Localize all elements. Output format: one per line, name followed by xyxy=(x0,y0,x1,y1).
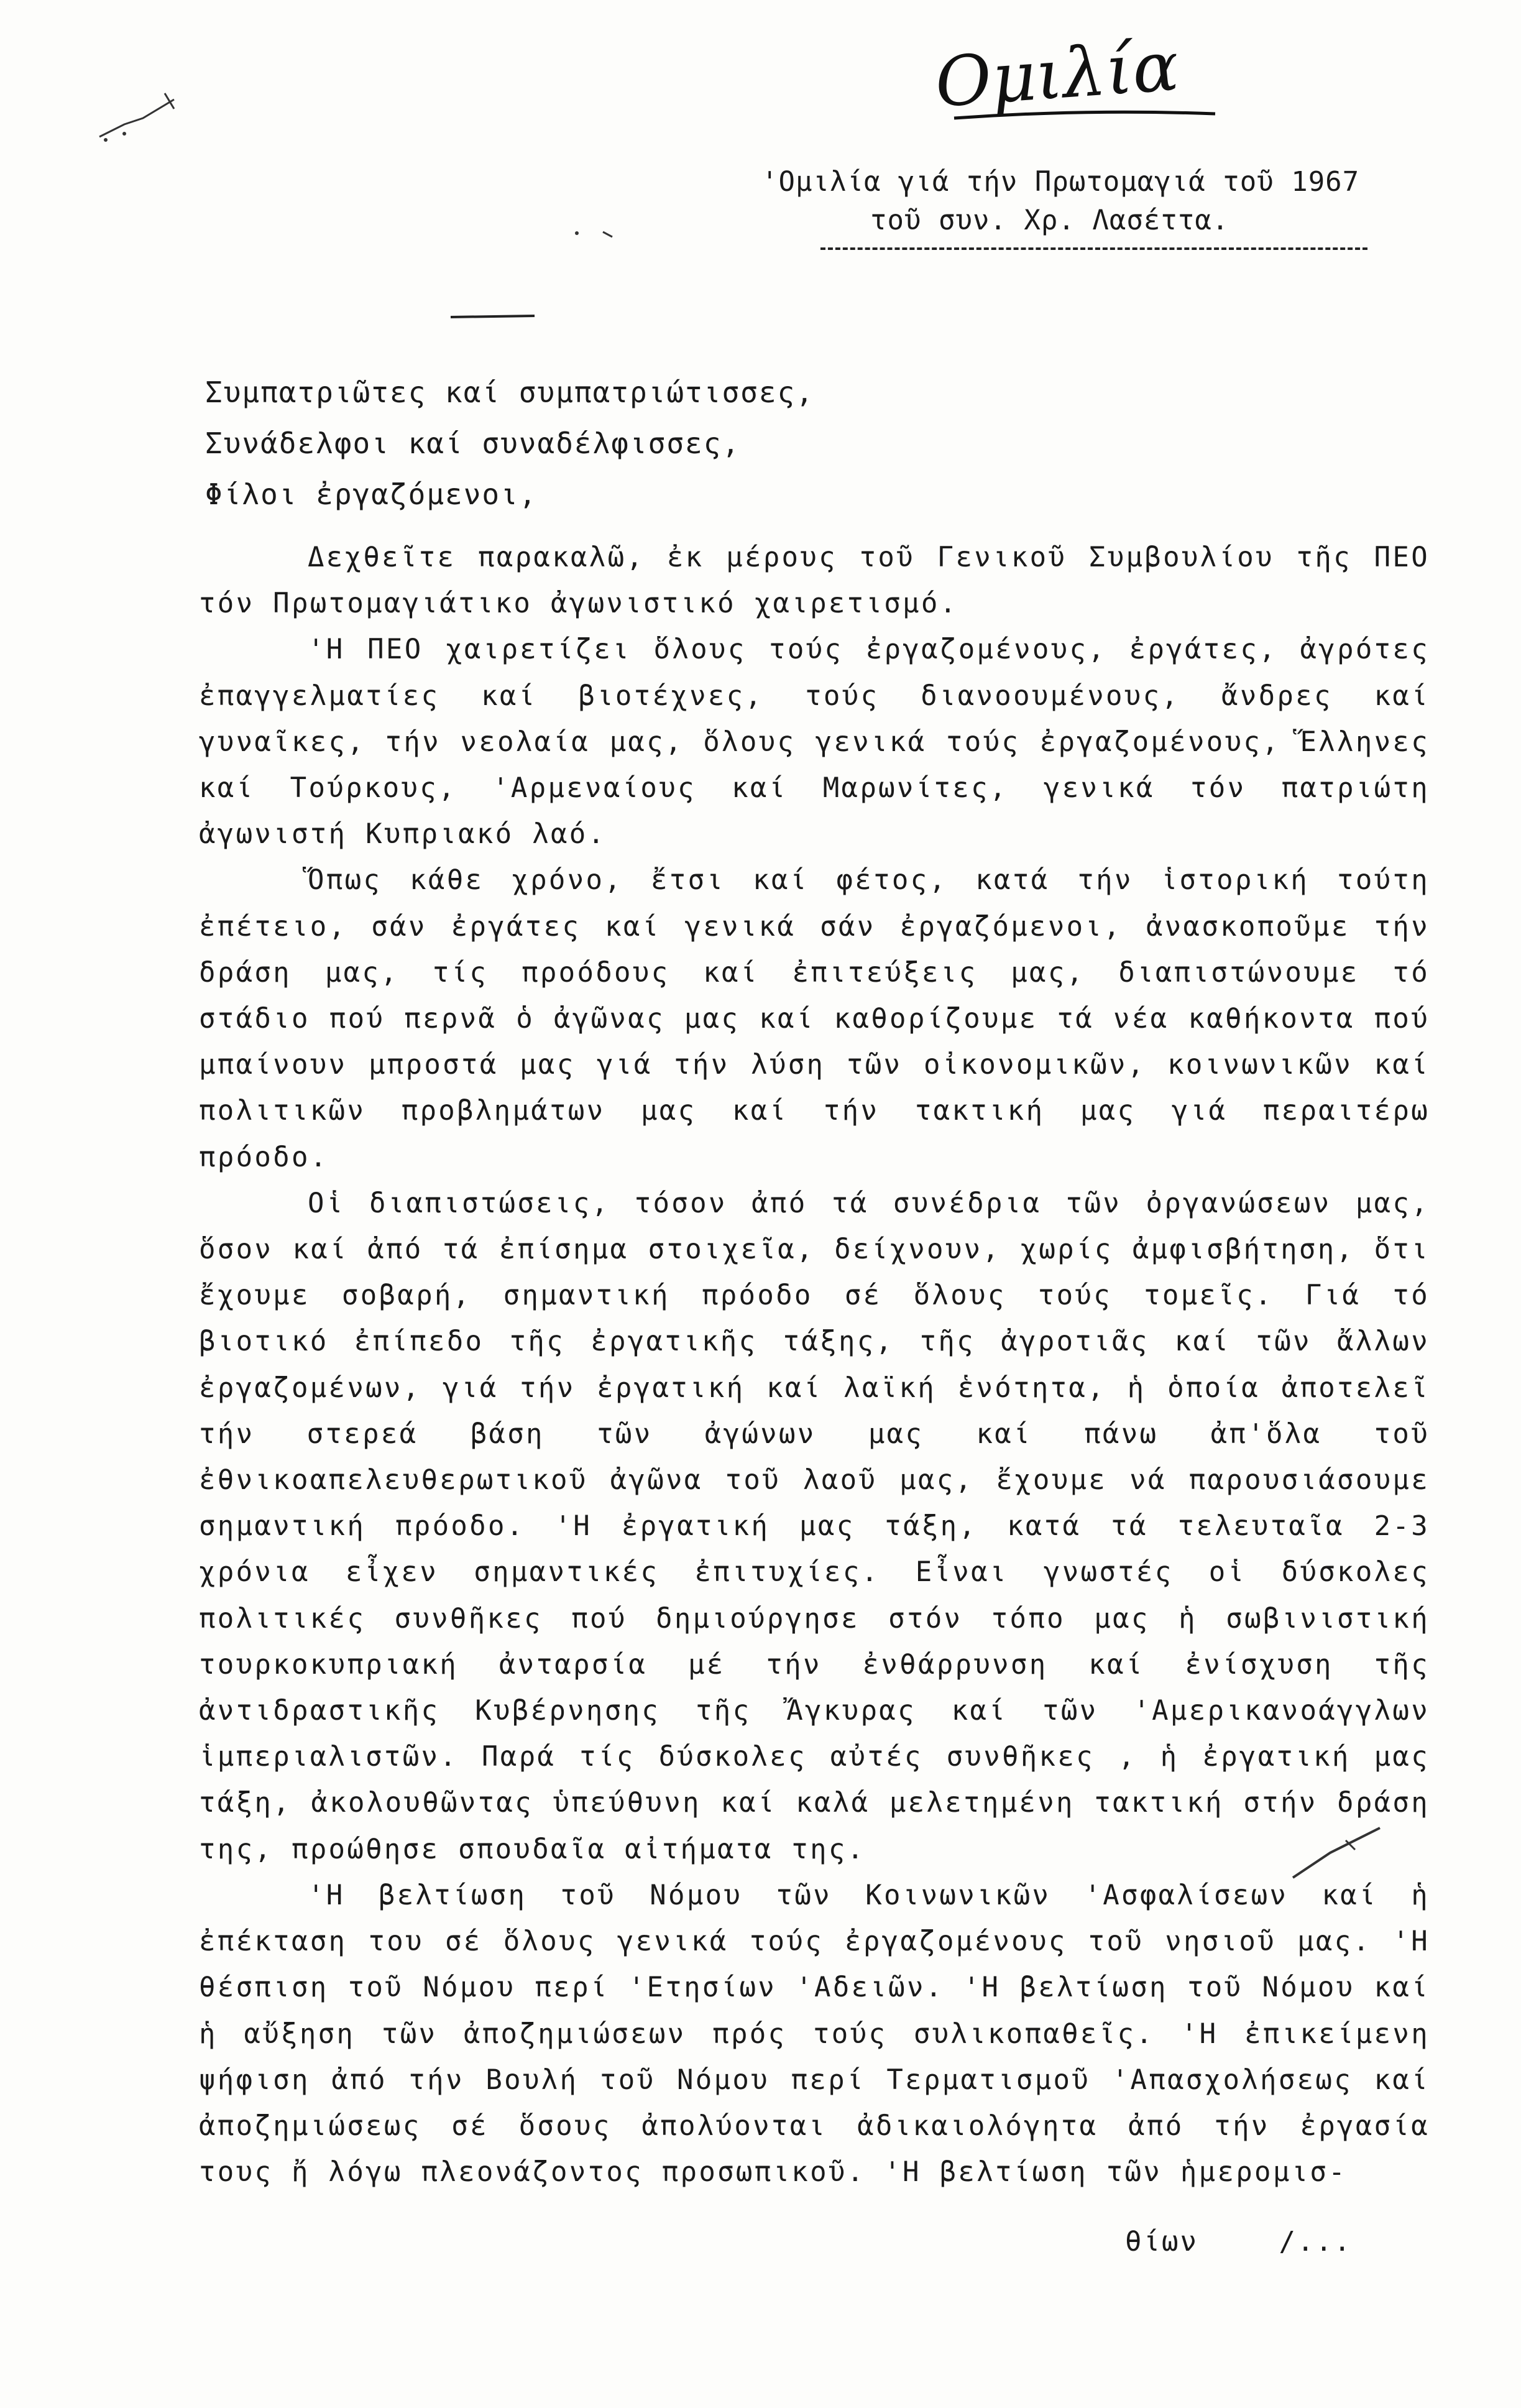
handwritten-title xyxy=(929,16,1228,140)
header-block xyxy=(761,163,1445,250)
body-text xyxy=(199,535,1430,2195)
paragraph: 'Η ΠΕΟ χαιρετίζει ὅλους τούς ἐργαζομένους, ἐργάτες, ἀγρότες ἐπαγγελματίες καί βιοτέχνες, τούς διανοουμένους, ἄνδρες καί γυναῖκες, τήν νεολαία μας, ὅλους γενικά τούς ἐργαζομένους, Ἕλληνες καί Τούρκους, 'Αρμεναίους καί Μαρωνίτες, γενικά τόν πατριώτη ἀγωνιστή Κυπριακό λαό. xyxy=(199,634,1430,851)
salutation-line: Φίλοι ἐργαζόμενοι, xyxy=(205,477,538,511)
salutation-line: Συνάδελφοι καί συναδέλφισσες, xyxy=(205,427,741,460)
continuation-mark: /... xyxy=(1279,2226,1353,2258)
paragraph: Δεχθεῖτε παρακαλῶ, ἐκ μέρους τοῦ Γενικοῦ Συμβουλίου τῆς ΠΕΟ τόν Πρωτομαγιάτικο ἀγωνιστικό χαιρετισμό. xyxy=(199,542,1430,620)
header-title: 'Ομιλία γιά τήν Πρωτομαγιά τοῦ 1967 xyxy=(761,166,1360,198)
stray-mark-top-left xyxy=(87,75,193,149)
salutation-line: Συμπατριῶτες καί συμπατριώτισσες, xyxy=(205,376,814,409)
paragraph: Οἱ διαπιστώσεις, τόσον ἀπό τά συνέδρια τῶν ὀργανώσεων μας, ὅσον καί ἀπό τά ἐπίσημα στοιχεῖα, δείχνουν, χωρίς ἀμφισβήτηση, ὅτι ἔχουμε σοβαρή, σημαντική πρόοδο σέ ὅλους τούς τομεῖς. Γιά τό βιοτικό ἐπίπεδο τῆς ἐργατικῆς τάξης, τῆς ἀγροτιᾶς καί τῶν ἄλλων ἐργαζομένων, γιά τήν ἐργατική καί λαϊκή ἑνότητα, ἡ ὁποία ἀποτελεῖ τήν στερεά βάση τῶν ἀγώνων μας καί πάνω ἀπ'ὅλα τοῦ ἐθνικοαπελευθερωτικοῦ ἀγῶνα τοῦ λαοῦ μας, ἔχουμε νά παρουσιάσουμε σημαντική πρόοδο. 'Η ἐργατική μας τάξη, κατά τά τελευταῖα 2-3 χρόνια εἶχεν σημαντικές ἐπιτυχίες. Εἶναι γνωστές οἱ δύσκολες πολιτικές συνθῆκες πού δημιούργησε στόν τόπο μας ἡ σωβινιστική τουρκοκυπριακή ἀνταρσία μέ τήν ἐνθάρρυνση καί ἐνίσχυση τῆς ἀντιδραστικῆς Κυβέρνησης τῆς Ἄγκυρας καί τῶν 'Αμερικανοάγγλων ἱμπεριαλιστῶν. Παρά τίς δύσκολες αὐτές συνθῆκες , ἡ ἐργατική μας τάξη, ἀκολουθῶντας ὑπεύθυνη καί καλά μελετημένη τακτική στήν δράση της, προώθησε σπουδαῖα αἰτήματα της. xyxy=(199,1187,1430,1865)
stray-mark-dash xyxy=(448,311,541,323)
paragraph: 'Η βελτίωση τοῦ Νόμου τῶν Κοινωνικῶν 'Ασφαλίσεων καί ἡ ἐπέκταση του σέ ὅλους γενικά τούς ἐργαζομένους τοῦ νησιοῦ μας. 'Η θέσπιση τοῦ Νόμου περί 'Ετησίων 'Αδειῶν. 'Η βελτίωση τοῦ Νόμου καί ἡ αὔξηση τῶν ἀποζημιώσεων πρός τούς συλικοπαθεῖς. 'Η ἐπικείμενη ψήφιση ἀπό τήν Βουλή τοῦ Νόμου περί Τερματισμοῦ 'Απασχολήσεως καί ἀποζημιώσεως σέ ὅσους ἀπολύονται ἀδικαιολόγητα ἀπό τήν ἐργασία τους ἤ λόγω πλεονάζοντος προσωπικοῦ. 'Η βελτίωση τῶν ἡμερομισ- xyxy=(199,1879,1430,2189)
page-continuation xyxy=(1125,2226,1352,2258)
header-author: τοῦ συν. Χρ. Λασέττα. xyxy=(870,205,1229,236)
handwritten-title-text: Ομιλία xyxy=(932,25,1182,122)
stray-mark-dot xyxy=(572,227,615,239)
header-divider xyxy=(820,240,1367,250)
continuation-word: θίων xyxy=(1125,2226,1198,2258)
salutation-block xyxy=(205,367,814,520)
paragraph: Ὅπως κάθε χρόνο, ἔτσι καί φέτος, κατά τήν ἱστορική τούτη ἐπέτειο, σάν ἐργάτες καί γενικά σάν ἐργαζόμενοι, ἀνασκοποῦμε τήν δράση μας, τίς προόδους καί ἐπιτεύξεις μας, διαπιστώνουμε τό στάδιο πού περνᾶ ὁ ἀγῶνας μας καί καθορίζουμε τά νέα καθήκοντα πού μπαίνουν μπροστά μας γιά τήν λύση τῶν οἰκονομικῶν, κοινωνικῶν καί πολιτικῶν προβλημάτων μας καί τήν τακτική μας γιά περαιτέρω πρόοδο. xyxy=(199,864,1430,1173)
